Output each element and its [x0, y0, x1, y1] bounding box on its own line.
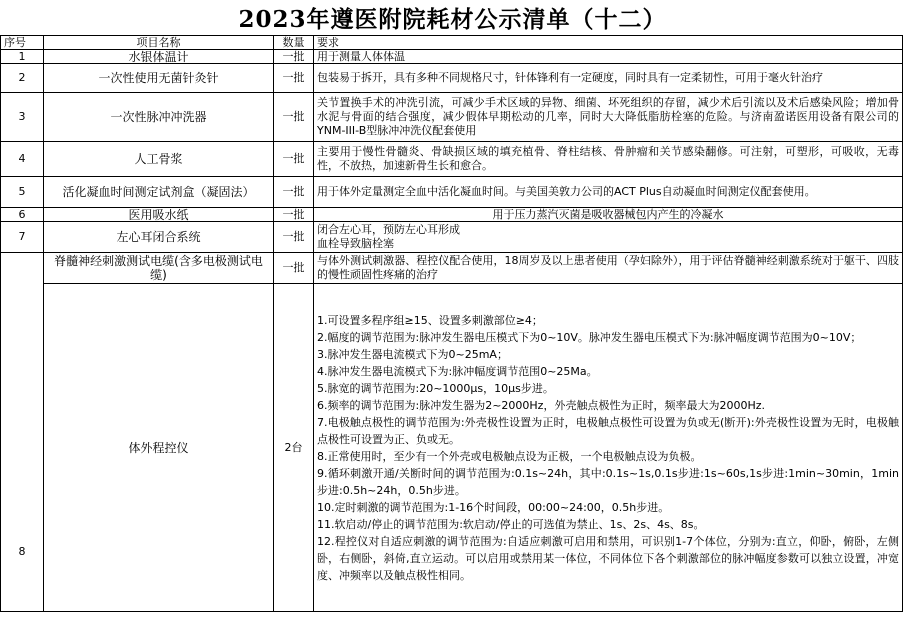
- spec-item: 1.可设置多程序组≥15、设置多刺激部位≥4；: [317, 313, 543, 327]
- spec-item: 6.频率的调节范围为:脉冲发生器为2~2000Hz，外壳触点极性为正时，频率最大为2000Hz.: [317, 398, 765, 412]
- name-cell: 一次性脉冲冲洗器: [44, 93, 274, 142]
- seq-cell: 5: [1, 177, 44, 208]
- qty-cell: 一批: [274, 253, 314, 284]
- seq-cell: 6: [1, 208, 44, 222]
- spec-list: [314, 284, 903, 612]
- req-cell: 用于压力蒸汽灭菌是吸收器械包内产生的冷凝水: [314, 208, 903, 222]
- req-cell: 用于测量人体体温: [314, 50, 903, 64]
- header-seq: 序号: [1, 36, 44, 50]
- qty-cell: 一批: [274, 64, 314, 93]
- table-row: [1, 142, 903, 177]
- name-cell: 人工骨浆: [44, 142, 274, 177]
- spec-item: 12.程控仪对自适应刺激的调节范围为:自适应刺激可启用和禁用，可识别1-7个体位，分别为:直立，仰卧，俯卧，左侧卧，右侧卧，斜倚,直立运动。可以启用或禁用某一体位，不同体位下各个刺激部位的脉冲幅度参数可以独立设置，冲宽度、冲频率以及触点极性相同。: [317, 534, 899, 582]
- header-req: 要求: [314, 36, 903, 50]
- req-line: 血栓导致脑栓塞: [317, 237, 394, 250]
- req-cell: [314, 222, 903, 253]
- seq-cell: 3: [1, 93, 44, 142]
- name-cell: 医用吸水纸: [44, 208, 274, 222]
- table-row: [1, 284, 903, 612]
- spec-item: 10.定时刺激的调节范围为:1-16个时间段，00:00~24:00，0.5h步进。: [317, 500, 670, 514]
- table-row: [1, 93, 903, 142]
- table-row: [1, 177, 903, 208]
- qty-cell: 一批: [274, 142, 314, 177]
- req-line: 闭合左心耳，预防左心耳形成: [317, 223, 460, 236]
- spec-item: 2.幅度的调节范围为:脉冲发生器电压模式下为0~10V。脉冲发生器电压模式下为:脉冲幅度调节范围为0~10V；: [317, 330, 862, 344]
- table-header-row: [1, 36, 903, 50]
- table-row: [1, 208, 903, 222]
- req-cell: 包装易于拆开，具有多种不同规格尺寸，针体锋利有一定硬度，同时具有一定柔韧性，可用于毫火针治疗: [314, 64, 903, 93]
- spec-item: 8.正常使用时，至少有一个外壳或电极触点设为正极，一个电极触点设为负极。: [317, 449, 702, 463]
- qty-cell: 2台: [274, 284, 314, 612]
- name-cell: 活化凝血时间测定试剂盒（凝固法）: [44, 177, 274, 208]
- qty-cell: 一批: [274, 208, 314, 222]
- header-name: 项目名称: [44, 36, 274, 50]
- req-cell: 用于体外定量测定全血中活化凝血时间。与美国美敦力公司的ACT Plus自动凝血时间测定仪配套使用。: [314, 177, 903, 208]
- spec-item: 9.循环刺激开通/关断时间的调节范围为:0.1s~24h，其中:0.1s~1s,0.1s步进:1s~60s,1s步进:1min~30min，1min步进:0.5h~24h，0.5h步进。: [317, 466, 899, 497]
- name-cell: 水银体温计: [44, 50, 274, 64]
- seq-cell: 4: [1, 142, 44, 177]
- table-row: [1, 222, 903, 253]
- req-cell: 与体外测试刺激器、程控仪配合使用，18周岁及以上患者使用（孕妇除外），用于评估脊髓神经刺激系统对于躯干、四肢的慢性顽固性疼痛的治疗: [314, 253, 903, 284]
- seq-cell: 2: [1, 64, 44, 93]
- table-row: [1, 50, 903, 64]
- qty-cell: 一批: [274, 222, 314, 253]
- spec-item: 7.电极触点极性的调节范围为:外壳极性设置为正时，电极触点极性可设置为负或无(断开):外壳极性设置为无时，电极触点极性可设置为正、负或无。: [317, 415, 899, 446]
- qty-cell: 一批: [274, 50, 314, 64]
- qty-cell: 一批: [274, 177, 314, 208]
- seq-cell: 1: [1, 50, 44, 64]
- name-cell: 左心耳闭合系统: [44, 222, 274, 253]
- qty-cell: 一批: [274, 93, 314, 142]
- table-row: [1, 64, 903, 93]
- seq-cell: 7: [1, 222, 44, 253]
- consumables-table: [0, 35, 903, 612]
- name-cell: 一次性使用无菌针灸针: [44, 64, 274, 93]
- spec-item: 4.脉冲发生器电流模式下为:脉冲幅度调节范围0~25Ma。: [317, 364, 598, 378]
- spec-item: 3.脉冲发生器电流模式下为0~25mA；: [317, 347, 508, 361]
- spec-item: 5.脉宽的调节范围为:20~1000μs，10μs步进。: [317, 381, 554, 395]
- req-cell: 关节置换手术的冲洗引流，可减少手术区域的异物、细菌、坏死组织的存留，减少术后引流以及术后感染风险；增加骨水泥与骨面的结合强度，减少假体早期松动的几率，同时大大降低脂肪栓塞的危险。与济南盈诺医用设备有限公司的YNM-III-B型脉冲冲洗仪配套使用: [314, 93, 903, 142]
- table-row: [1, 253, 903, 284]
- seq-cell: 8: [1, 253, 44, 612]
- req-cell: 主要用于慢性骨髓炎、骨缺损区域的填充植骨、脊柱结核、骨肿瘤和关节感染翻修。可注射，可塑形，可吸收，无毒性，不放热，加速新骨生长和愈合。: [314, 142, 903, 177]
- spec-item: 11.软启动/停止的调节范围为:软启动/停止的可选值为禁止、1s、2s、4s、8s。: [317, 517, 705, 531]
- header-qty: 数量: [274, 36, 314, 50]
- name-cell: 体外程控仪: [44, 284, 274, 612]
- page-title: 2023年遵医附院耗材公示清单（十二）: [238, 5, 667, 33]
- name-cell: 脊髓神经刺激测试电缆(含多电极测试电缆): [44, 253, 274, 284]
